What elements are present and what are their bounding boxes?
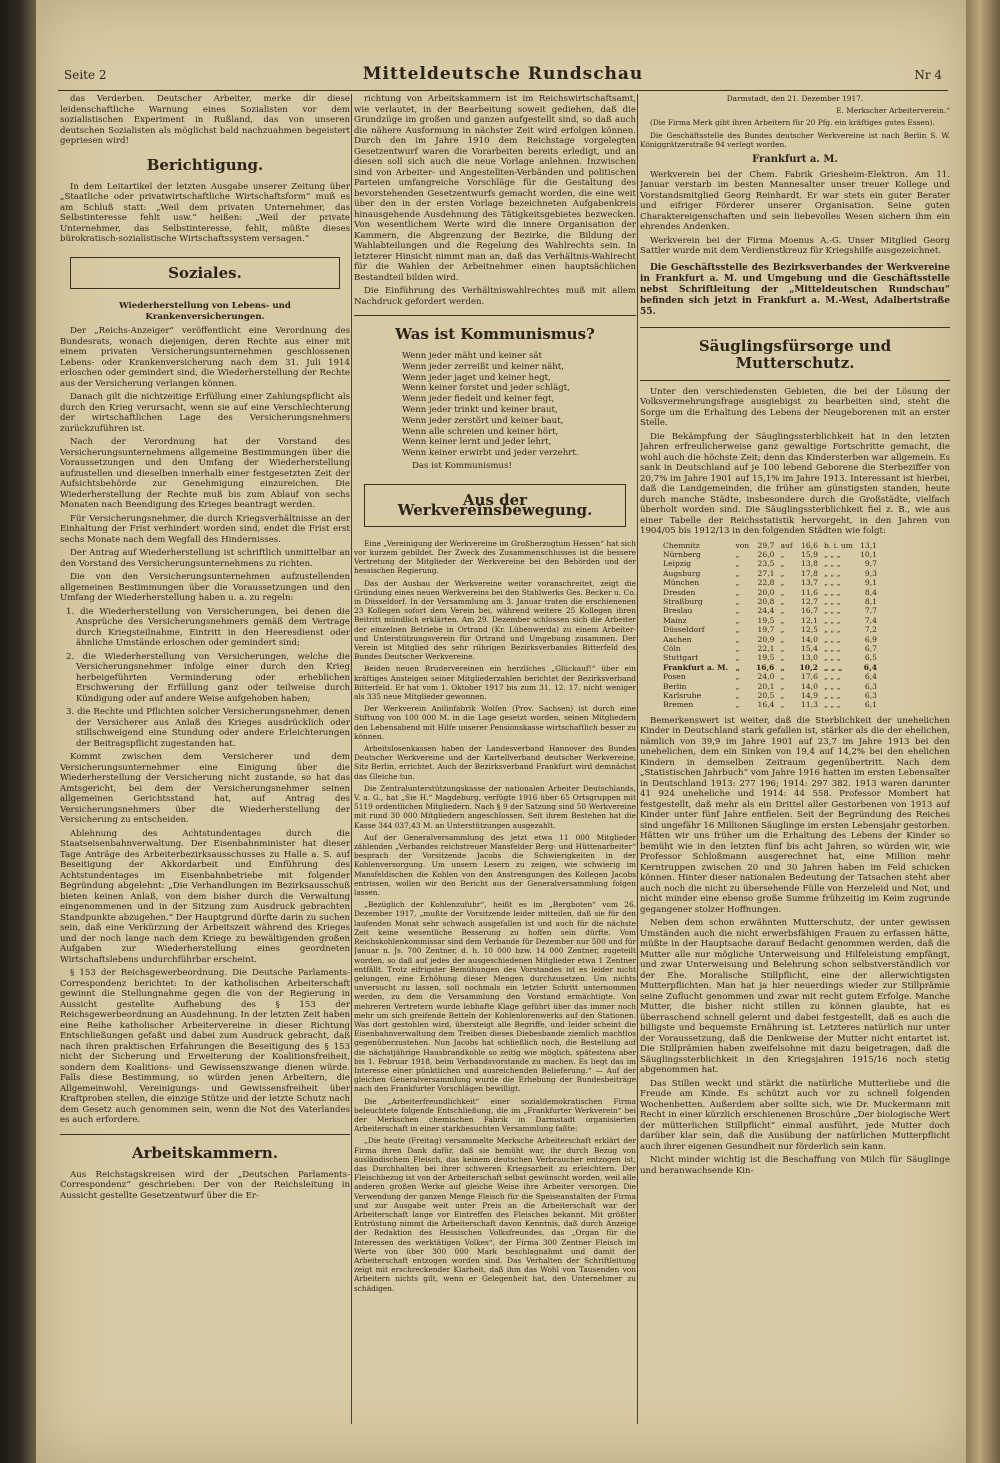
table-cell: „ „ „ [823,587,841,597]
table-cell: 22,8 [757,578,775,588]
poem-ending: Das ist Kommunismus! [412,460,512,471]
table-cell: 9,3 [864,568,877,578]
article-text: Aus Reichstagskreisen wird der „Deutschen Parlaments-Correspondenz“ geschrieben: Der von der Reichsleitung in Aussicht gestellte Gesetzentwurf über die Er- [60,1169,350,1201]
table-cell: 13,7 [801,578,818,588]
table-cell: 20,5 [757,691,775,701]
table-cell: 19,7 [757,625,775,635]
table-row [660,682,880,691]
column-rule [351,94,352,1424]
table-cell: 11,3 [801,700,818,710]
table-cell: 16,6 [755,662,775,672]
heading-frankfurt: Frankfurt a. M. [752,154,838,166]
table-cell: „ „ „ [823,568,841,578]
table-cell: „ [735,615,740,625]
table-cell: 8,1 [864,596,877,606]
table-cell: „ „ „ [823,691,841,701]
table-cell: „ [735,587,740,597]
list-item: 3. die Rechte und Pflichten solcher Versicherungsnehmer, denen der Versicherer aus Anlaß des Krieges ausdrücklich oder stillschweigend eine Stundung oder andere Erleichterungen der Beitragspflicht zugestanden hat. [66,707,350,749]
article-text: Unter den verschiedensten Gebieten, die bei der Lösung der Volksvermehrungsfrage ausgiebigst zu bearbeiten sind, steht die Sorge um die Erhaltung des Lebens der Neugeborenen mit an erster Stelle. [640,386,950,429]
table-cell: „ „ „ [823,681,841,691]
table-cell: 7,4 [864,615,877,625]
poem-line: Wenn keiner lernt und jeder lehrt, [402,437,552,448]
table-row [660,644,880,653]
article-text: (Die Firma Merk gibt ihren Arbeitern für 20 Pfg. ein kräftiges gutes Essen). [650,118,935,128]
table-cell: 13,0 [801,653,818,663]
table-cell: „ „ „ [823,634,841,644]
table-cell: „ [735,578,740,588]
article-text: „Bezüglich der Kohlenzufuhr“, heißt es im „Bergboten“ vom 26. Dezember 1917, „mußte der Vorsitzende leider mitteilen, daß sie für den laufenden Monat sehr schwach ausgefallen ist und auch für die nächste Zeit keine wesentliche Besserung zu hoffen sein dürfte. Vom Reichskohlenkommissar sind dem Verbande für Dezember nur 500 und für Januar n. Js. 700 Zentner, d. h. 10 000 bzw. 14 000 Zentner, zugeteilt worden, so daß auf jedes der ausgeschiedenen Mitglieder etwa 1 Zentner entfällt. Trotz eifrigster Bemühungen des Vorstandes ist es leider nicht gelungen, eine Erhöhung dieser Mengen durchzusetzen. Um nichts unversucht zu lassen, soll nochmals ein letzter Schritt unternommen werden, zu dem die Versammlung den Vorstand ermächtigte. Von mehreren Vertretern wurde lebhafte Klage geführt über das immer noch mehr um sich greifende Betteln der Kohlenlorenwerks auf den Stationen. Was dort gestohlen wird, übersteigt alle Begriffe, und leider scheint die Eisenbahnverwaltung dem Treiben dieses Diebesbande ziemlich machtlos gegenüberzustehen. Nun Jacobs hat schließlich noch, die Bestellung auf die nächstjährige Hausbrandkohle so zeitig wie möglich, spätestens aber bis 1. Februar 1918, beim Verbandsvorstande zu machen. Es liegt das im Interesse einer pünktlichen und ausreichenden Belieferung.“ — Auf der gleichen Generalversammlung wurde die Erhebung der Bundesbeiträge nach den Frankfurter Vorschlägen bewilligt. [354,900,636,1094]
book-binding [0,0,36,1463]
masthead-title: Mitteldeutsche Rundschau [362,64,644,84]
table-cell: „ [780,653,785,663]
article-text: Werkverein bei der Firma Moenus A.-G. Unser Mitglied Georg Sattler wurde mit dem Verdienstkreuz für Kriegshilfe ausgezeichnet. [640,235,950,257]
list-item: 2. die Wiederherstellung von Versicherungen, welche die Versicherungsnehmer infolge einer durch den Krieg herbeigeführten Verminderung oder erheblichen Erschwerung der Erfüllung ganz oder teilweise durch Kündigung oder auf andere Weise aufgehoben haben; [66,651,350,704]
page-number: Seite 2 [64,68,107,82]
article-text: Für Versicherungsnehmer, die durch Kriegsverhältnisse an der Einhaltung der Frist verhindert worden sind, endet die Frist erst sechs Monate nach dem Wegfall des Hindernisses. [60,513,350,545]
table-cell: „ „ „ [823,672,841,682]
table-cell: „ „ „ [823,559,841,569]
table-cell: „ „ „ [823,596,841,606]
table-cell: 20,8 [757,596,775,606]
table-cell: Bremen [663,700,694,710]
table-cell: 24,0 [757,672,775,682]
table-cell: „ [735,691,740,701]
column-rule [637,94,638,1424]
table-cell: „ [735,672,740,682]
article-text: Das der Ausbau der Werkvereine weiter voranschreitet, zeigt die Gründung eines neuen Werkvereins bei den Stahlwerks Ges. Becker u. Co. in Düsseldorf. In der Versammlung am 3. Januar traten die erschienenen 23 Kollegen sofort dem Verein bei, während weitere 25 Kollegen ihren Beitritt mündlich erklärten. Am 29. Dezember schlossen sich die Arbeiter der einzelnen Betriebe in Ortrand (Kr. Lübenwerda) zu einem Arbeiter- und Unterstützungsverein für Ortrand und Umgebung zusammen. Der Verein ist Mitglied des sehr rührigen Bezirksverbandes Bitterfeld des Bundes Deutscher Werkvereine. [354,578,636,662]
table-cell: Nürnberg [663,549,701,559]
article-text: In dem Leitartikel der letzten Ausgabe unserer Zeitung über „Staatliche oder privatwirtschaftliche Wirtschaftsform“ muß es am Schluß statt: „Weil dem privaten Unternehmer, das Selbstinteresse fehlt usw.“ heißen: „Weil der private Unternehmer, das Selbstinteresse, fehlt, müßte dieses bürokratisch-sozialistische Wirtschaftssystem versagen.“ [60,181,350,244]
table-cell: Breslau [663,606,693,616]
article-text: Die „Arbeiterfreundlichkeit“ einer sozialdemokratischen Firma beleuchtete folgende Entschließung, die im „Frankfurter Werkverein“ bei der Merkschen chemischen Fabrik in Darmstadt organisierten Arbeiterschaft in einer starkbesuchten Versammlung faßte: [354,1096,636,1134]
section-heading-movement: Aus der Werkvereinsbewegung. [364,484,626,527]
table-cell: „ [780,681,785,691]
table-cell: Leipzig [663,559,692,569]
table-row [660,588,880,597]
table-cell: 17,8 [801,568,818,578]
table-cell: 6,5 [864,653,877,663]
table-cell: 22,1 [757,644,775,653]
table-row [660,691,880,700]
table-cell: Cöln [663,644,681,653]
poem-line: Wenn jeder jaget und keiner hegt, [402,372,551,383]
table-cell: 9,7 [864,559,877,569]
table-cell: 24,4 [757,606,775,616]
table-cell: „ „ „ [823,662,843,672]
table-cell: 7,2 [864,625,877,635]
table-cell: „ [735,568,740,578]
article-text: Danach gilt die nichtzeitige Erfüllung einer Zahlungspflicht als durch den Krieg verursacht, wenn sie auf eine Verschlechterung der wirtschaftlichen Lage des Versicherungsnehmers zurückzuführen ist. [60,392,350,434]
table-cell: 27,1 [757,568,775,578]
table-cell: 15,9 [801,549,818,559]
article-text: richtung von Arbeitskammern ist im Reichswirtschaftsamt, wie verlautet, in der Bearbeitung soweit gediehen, daß die Grundzüge im großen und ganzen aufgestellt sind, so daß auch die nähere Ausformung in nächster Zeit wird erfolgen können. Durch den im Jahre 1910 dem Reichstage vorgelegten Gesetzentwurf waren die Vorarbeiten bereits erledigt, und an diesen soll sich auch die neue Vorlage anlehnen. Inzwischen sind von Arbeiter- und Angestellten-Verbänden und politischen Parteien umfangreiche Vorschläge für die Gestaltung des bevorstehenden Gesetzentwurfs gemacht worden, die eine weit über den in der ersten Vorlage bezeichneten Aufgabenkreis hinausgehende Ausdehnung des Tätigkeitsgebietes bezwecken. Von wesentlichem Werte wird die innere Organisation der Kammern, die Abgrenzung der Bezirke, die Bildung der Wahlabteilungen und die Regelung des Wahlrechts sein. In letzterer Hinsicht nimmt man an, daß das Verhältnis-Wahlrecht für die Wahlen der Arbeitnehmer einen hauptsächlichen Bestandteil bilden wird. [354,94,636,283]
heading-communism: Was ist Kommunismus? [395,325,595,343]
table-cell: 6,4 [864,672,877,682]
table-cell: „ „ „ [823,644,841,653]
table-cell: 6,4 [863,662,877,672]
table-row [660,550,880,559]
table-cell: Augsburg [663,568,701,578]
article-text: Die Einführung des Verhältniswahlrechtes muß mit allem Nachdruck gefordert werden. [354,286,636,307]
article-text: Arbeitslosenkassen haben der Landesverband Hannover des Bundes Deutscher Werkvereine und der Kartellverband deutscher Werkvereine, Sitz Berlin, errichtet. Auch der Bezirksverband Frankfurt wird demnächst das Gleiche tun. [354,744,636,781]
table-cell: Straßburg [663,596,703,606]
table-cell: „ [735,662,740,672]
table-cell: 14,9 [801,691,818,701]
table-cell: „ [735,596,740,606]
table-cell: „ [780,634,785,644]
table-cell: „ [735,634,740,644]
article-text: Der Werkverein Anilinfabrik Wolfen (Prov. Sachsen) ist durch eine Stiftung von 100 000 M. in die Lage gesetzt worden, seinen Mitgliedern den Lebensabend mit Hilfe unserer Pensionskasse wirtschaftlich besser zu können. [354,704,636,741]
table-cell: von [735,540,750,550]
table-cell: „ [735,625,740,635]
table-cell: 14,0 [801,634,818,644]
table-cell: 7,7 [864,606,877,616]
article-text: Der Antrag auf Wiederherstellung ist schriftlich unmittelbar an den Vorstand des Versicherungsunternehmens zu richten. [60,548,350,569]
table-cell: 13,1 [860,540,877,550]
table-cell: „ [780,606,785,616]
table-row [660,653,880,662]
article-text: Das Stillen weckt und stärkt die natürliche Mutterliebe und die Freude am Kinde. Es schützt auch vor zu schnell folgenden Wochenbetten. Außerdem aber sollte sich, wie Dr. Muckermann mit Recht in einer kürzlich erschienenen Broschüre „Der biologische Wert der mütterlichen Stillpflicht“ einmal ausführt, jede Mutter doch darüber klar sein, daß die Ausübung der natürlichen Mutterpflicht auch ihrer eigenen Gesundheit nur förderlich sein kann. [640,1078,950,1152]
table-cell: 26,0 [757,549,775,559]
article-text: Kommt zwischen dem Versicherer und dem Versicherungsunternehmer eine Einigung über die Wiederherstellung der Versicherung nicht zustande, so hat das Amtsgericht, bei dem der Versicherungsnehmer seinen allgemeinen Gerichtsstand hat, auf Antrag des Versicherungsnehmers über die Wiederherstellung der Versicherung zu entscheiden. [60,752,350,825]
table-cell: 6,1 [864,700,877,710]
article-text: Nach der Verordnung hat der Vorstand des Versicherungsunternehmens allgemeine Bestimmungen über die Voraussetzungen und den Umfang der Wiederherstellung aufzustellen und dieselben innerhalb einer festgesetzten Zeit der Aufsichtsbehörde zur Genehmigung einzureichen. Die Wiederherstellung der Rechte muß bis zum Ablauf von sechs Monaten nach Beendigung des Krieges beantragt werden. [60,437,350,510]
table-cell: „ [780,615,785,625]
column-3 [640,94,950,1424]
table-cell: „ [780,587,785,597]
table-cell: 6,3 [864,691,877,701]
table-cell: Aachen [663,634,692,644]
article-text: Auf der Generalversammlung des jetzt etwa 11 000 Mitglieder zählenden „Verbandes reichstreuer Mansfelder Berg- und Hüttenarbeiter“ besprach der Vorsitzende Jacobs die Schwierigkeiten in der Kohlenversorgung. Um unsern Lesern zu zeigen, wie schwierig im Mansfeldischen die Kohlen von den Anstrengungen des Kollegen Jacobs entrissen, wollen wir den Bericht aus der Generalversammlung folgen lassen. [354,832,636,898]
mortality-table [660,541,880,710]
poem-line: Wenn keiner forstet und jeder schlägt, [402,383,570,394]
article-text: Werkverein bei der Chem. Fabrik Griesheim-Elektron. Am 11. Januar verstarb im besten Mannesalter unser treuer Kollege und Vorstandsmitglied Georg Reinhardt. Er war stets ein guter Berater und eifriger Förderer unserer Organisation. Seine guten Charaktereigenschaften und sein liebevolles Wesen sichern ihm ein ehrendes Andenken. [640,169,950,233]
article-text: Neben dem schon erwähnten Mutterschutz, der unter gewissen Umständen auch die nicht erwerbsfähigen Frauen zu erfassen hätte, müßte in der Hauptsache darauf Bedacht genommen werden, daß die Mutter alle nur mögliche Unterweisung und Hilfeleistung empfängt, und zwar Unterweisung und Belehrung schon selbstverständlich vor der Ehe. Moralische Stillpflicht, eine der allerwichtigsten Mutterpflichten. Man hat ja hier neuerdings wieder zur Stillprämie seine Zuflucht genommen und zwar mit recht gutem Erfolge. Manche Mutter, die bisher nicht stillen zu können glaubte, hat es überraschend schnell gelernt und dabei festgestellt, daß es auch die billigste und bequemste Ernährung ist. Letzteres natürlich nur unter der Voraussetzung, daß die Denkweise der Mutter nicht entartet ist. Die Stillprämien haben zweifelsohne mit dazu beigetragen, daß die Säuglingssterblichkeit in den Kriegsjahren 1915/16 noch stetig abgenommen hat. [640,918,950,1076]
table-cell: 23,5 [757,559,775,569]
table-row [660,700,880,709]
table-cell: „ „ „ [823,606,841,616]
table-cell: „ [735,700,740,710]
table-cell: 12,7 [801,596,818,606]
table-cell: 12,1 [801,615,818,625]
table-cell: Karlsruhe [663,691,702,701]
table-cell: „ [780,644,785,653]
table-cell: „ [735,644,740,653]
table-cell: 19,5 [757,653,775,663]
table-cell: „ [780,672,785,682]
table-cell: b. i. um [823,540,853,550]
table-cell: auf [780,540,793,550]
list-item: 1. die Wiederherstellung von Versicherungen, bei denen die Ansprüche des Versicherungsnehmers gemäß dem Vertrage durch Kriegsteilnahme, Eintritt in den Heeresdienst oder ähnliche Umstände erloschen oder gemindert sind; [66,606,350,648]
page-edge [966,0,1000,1463]
table-row [660,597,880,606]
table-cell: 6,9 [864,634,877,644]
table-row [660,616,880,625]
heading-infant-care: Säuglingsfürsorge und Mutterschutz. [698,336,892,372]
table-cell: „ [780,549,785,559]
table-row [660,559,880,568]
table-cell: 8,4 [864,587,877,597]
table-cell: 16,6 [801,540,818,550]
table-cell: 16,7 [801,606,818,616]
table-cell: 14,0 [801,681,818,691]
table-cell: Berlin [663,681,687,691]
table-cell: „ „ „ [823,549,841,559]
heading-correction: Berichtigung. [146,155,264,174]
table-cell: 13,8 [801,559,818,569]
table-row [660,625,880,634]
section-heading-social: Soziales. [70,257,340,290]
dateline: Darmstadt, den 21. Dezember 1917. [726,94,864,103]
table-cell: Posen [663,672,686,682]
table-cell: 19,5 [757,615,775,625]
darmstadt-note [640,94,950,149]
table-cell: „ „ „ [823,578,841,588]
divider [640,327,950,328]
table-cell: „ [780,596,785,606]
article-text: Beiden neuen Brudervereinen ein herzliches „Glückauf!“ über ein kräftiges Ansteigen seiner Mitgliederzahlen berichtet der Bezirksverband Bitterfeld. Er hat vom 1. Oktober 1917 bis zum 31. 12. 17. nicht weniger als 335 neue Mitglieder gewonnen. [354,664,636,702]
table-cell: 20,0 [757,587,775,597]
table-cell: 11,6 [801,587,818,597]
table-cell: Chemnitz [663,540,700,550]
table-cell: „ [780,700,785,710]
table-cell: „ [780,625,785,635]
table-cell: „ [780,559,785,569]
signature: E. Merkscher Arbeiterverein.“ [836,106,950,116]
table-cell: 16,4 [757,700,775,710]
article-text: „Die heute (Freitag) versammelte Merksche Arbeiterschaft erklärt der Firma ihren Dank dafür, daß sie bemüht war, ihr durch Bezug von ausländischem Fleisch, das keinem deutschen Verbraucher entzogen ist, das Durchhalten bei ihrer schweren Kriegsarbeit zu erleichtern. Der Fleischbezug ist von der Arbeiterschaft selbst gewünscht worden, weil alle anderen großen Werke auf gleiche Weise ihre Arbeiter versorgen. Die Verwendung der ganzen Menge Fleisch für die Speiseanstalten der Firma und zur Ausgabe weit unter Preis an die Arbeiterschaft war der Arbeiterschaft lange vor Eintreffen des Fleisches bekannt. Mit größter Entrüstung nimmt die Arbeiterschaft davon Kenntnis, daß durch Anzeige der Redaktion des Hessischen Volksfreundes, das „Organ für die Interessen des werktätigen Volkes“, der Firma 300 Zentner Fleisch im Werte von über 300 000 Mark beschlagnahmt und damit der Arbeiterschaft entzogen worden sind. Das Verhalten der Schriftleitung zeigt mit erschreckender Klarheit, daß ihm das Wohl von Tausenden von Arbeitern nichts gilt, wenn er Gelegenheit hat, den Unternehmer zu schädigen. [354,1136,636,1293]
article-text: Die von den Versicherungsunternehmen aufzustellenden allgemeinen Bestimmungen über die Voraussetzungen und den Umfang der Wiederherstellung haben u. a. zu regeln: [60,572,350,603]
divider [640,380,950,381]
column-1 [60,94,350,1424]
poem-line: Wenn jeder zerreißt und keiner näht, [402,361,564,372]
article-text: Der „Reichs-Anzeiger“ veröffentlicht eine Verordnung des Bundesrats, wonach diejenigen, deren Rechte aus einer mit einem privaten Versicherungsunternehmen geschlossenen Lebens- oder Krankenversicherung nach dem 31. Juli 1914 erloschen oder gemindert sind, die Wiederherstellung der Rechte aus der Versicherung verlangen können. [60,326,350,389]
table-row [660,569,880,578]
article-text: § 153 der Reichsgewerbeordnung. Die Deutsche Parlaments-Correspondenz berichtet: In der katholischen Arbeiterschaft gewinnt die Stellungnahme gegen die von der Regierung in Aussicht gestellte Aufhebung des § 153 der Reichsgewerbeordnung an Ausdehnung. In der letzten Zeit haben eine Reihe katholischer Arbeitervereine in dieser Richtung Entschließungen gefaßt und dabei zum Ausdruck gebracht, daß nach ihren praktischen Erfahrungen die Beseitigung des § 153 nicht der Sicherung und Erweiterung der Koalitionsfreiheit, sondern dem Koalitions- und Gewissenszwange dienen würde. Falls diese Bestimmung, so würden jenen Arbeitern, die Allgemeinwohl, Vereinigungs- und Gewissensfreiheit über Kraftproben stellen, die einzige Stütze und der letzte Schutz nach dem Gesetz auch genommen sein, wenn die Not des Vaterlandes es auch erfordere. [60,968,350,1125]
article-text: Bemerkenswert ist weiter, daß die Sterblichkeit der unehelichen Kinder in Deutschland stark gefallen ist, stärker als die der ehelichen, nämlich von 39,9 im Jahre 1901 auf 23,7 im Jahre 1913 bei den unehelichen, dem ein Sinken von 19,4 auf 14,2% bei den ehelichen Kindern in demselben Zeitraum gegenübertritt. Nach dem „Statistischen Jahrbuch“ vom Jahre 1916 hatten im ersten Lebensalter in Deutschland 1913: 277 196; 1914: 297 382. 1913 waren darunter 41 924 uneheliche und 1914: 44 558. Professor Mombert hat festgestellt, daß mehr als ein Drittel aller Gestorbenen von 1913 auf Kinder unter fünf Jahre entfielen. Seit der Begründung des Reiches sind ungefähr 16 Millionen Säuglinge im ersten Lebensjahr gestorben. Hätten wir uns früher um die Erhaltung des Lebens der Kinder so bemüht wie in den letzten fünf bis acht Jahren, so würden wir, wie Professor Schloßmann ausgerechnet hat, eine Million mehr Kerntruppen zwischen 20 und 30 Jahren haben im Feld schicken können. Hinter dieser nationalen Bedeutung der Tatsachen steht aber auch noch die nicht zu übersehende Fülle von Herzeleid und Not, und nicht minder eine ebenso große Summe frühzeitig im Keim zugrunde gegangener stolzer Hoffnungen. [640,715,950,915]
divider [354,315,636,316]
table-cell: München [663,578,700,588]
table-cell: 6,7 [864,644,877,653]
poem-line: Wenn jeder fiedelt und keiner fegt, [402,394,555,405]
poem-line: Wenn jeder mäht und keiner sät [402,351,542,361]
table-cell: Frankfurt a. M. [663,662,729,672]
table-cell: „ [780,568,785,578]
table-cell: „ „ „ [823,653,841,663]
table-cell: Mainz [663,615,687,625]
table-cell: „ „ „ [823,615,841,625]
issue-number: Nr 4 [914,68,942,82]
table-cell: Dresden [663,587,696,597]
table-cell: „ [780,662,785,672]
table-cell: „ „ „ [823,625,841,635]
table-cell: 9,1 [864,578,877,588]
newspaper-page [36,0,966,1463]
article-text: Die Bekämpfung der Säuglingssterblichkeit hat in den letzten Jahren erfreulicherweise ganz gewaltige Fortschritte gemacht, die wohl auch die höchste Zeit; denn das Kindersterben war allgemein. Es sank in Deutschland auf je 100 lebend Geborene die Sterbeziffer von 20,7% im Jahre 1901 auf 15,1% im Jahre 1913. Interessant ist hierbei, daß die Landgemeinden, die früher am günstigsten standen, heute durch manche Städte, insbesondere durch die Großstädte, vielfach überholt worden sind. Die Säuglingssterblichkeit fiel z. B., wie aus einer Tabelle der Reichsstatistik hervorgeht, in den Jahren von 1904/05 bis 1912/13 in den folgenden Städten wie folgt: [640,431,950,537]
table-row [660,663,880,672]
table-row [660,635,880,644]
office-notice: Die Geschäftsstelle des Bezirksverbandes der Werkvereine in Frankfurt a. M. und Umgebung und die Geschäftsstelle nebst Schriftleitung der „Mitteldeutschen Rundschau“ befinden sich jetzt in Frankfurt a. M.-West, Adalbertstraße 55. [640,262,950,318]
movement-news [354,539,636,1293]
table-cell: Stuttgart [663,653,699,663]
poem-line: Wenn jeder trinkt und keiner braut, [402,404,558,415]
table-cell: 29,7 [757,540,775,550]
table-row [660,578,880,587]
poem [354,351,636,472]
table-cell: „ [735,549,740,559]
subheading-restore: Wiederherstellung von Lebens- und Krankenversicherungen. [119,301,291,322]
article-text: Nicht minder wichtig ist die Beschaffung von Milch für Säuglinge und heranwachsende Kin- [640,1155,950,1176]
table-cell: 15,4 [801,644,818,653]
table-cell: 10,2 [799,662,818,672]
table-cell: „ [735,559,740,569]
article-text: Ablehnung des Achtstundentages durch die Staatseisenbahnverwaltung. Der Eisenbahnminister hat dieser Tage Anträge des Arbeiterbezirksausschusses zu Halle a. S. auf Beseitigung der Akkordarbeit und Einführung des Achtstundentages im Eisenbahnbetriebe mit folgender Begründung abgelehnt: „Die Verhandlungen im Bezirksausschuß bieten keinen Anlaß, von dem bisher durch die Verwaltung eingenommenen und in der Sitzung zum Ausdruck gebrachten Standpunkte abzugehen.“ Der Hauptgrund dürfte darin zu suchen sein, daß eine Verkürzung der Arbeitszeit während des Krieges und der noch lange nach dem Kriege zu bewältigenden großen Aufgaben zur Wiederherstellung eines geordneten Wirtschaftslebens undurchführbar erscheint. [60,828,350,965]
table-row [660,672,880,681]
heading-chambers: Arbeitskammern. [131,1143,279,1162]
poem-line: Wenn alle schreien und keiner hört, [402,426,559,437]
article-text: Die Zentralunterstützungskasse der nationalen Arbeiter Deutschlands, V. a. G., hat „Sie H.“ Magdeburg, verfügte 1916 über 65 Ortsgruppen mit 5119 ordentlichen Mitgliedern. Nach § 9 der Satzung sind 50 Werkvereine mit rund 30 000 Mitgliedern angeschlossen. Seit ihrem Bestehen hat die Kasse 344 037,43 M. an Unterstützungen ausgezahlt. [354,783,636,830]
table-row [660,541,880,550]
table-cell: „ [780,578,785,588]
table-cell: „ „ „ [823,700,841,710]
table-cell: 6,3 [864,681,877,691]
table-cell: 20,9 [757,634,775,644]
table-cell: 20,1 [757,681,775,691]
table-cell: 10,1 [860,549,877,559]
article-text: Eine „Vereinigung der Werkvereine im Großherzogtum Hessen“ hat sich vor kurzem gebildet. Der Zweck des Zusammenschlusses ist die bessere Vertretung der Mitglieder der Werkvereine bei den Behörden und der hessischen Regierung. [354,538,636,576]
article-text: Die Geschäftsstelle des Bundes deutscher Werkvereine ist nach Berlin S. W. Königgrätzerstraße 94 verlegt worden. [640,130,950,149]
poem-line: Wenn keiner erwirbt und jeder verzehrt. [402,448,579,459]
page-header [58,62,948,91]
table-cell: „ [780,691,785,701]
column-2 [354,94,636,1424]
table-row [660,606,880,615]
table-cell: 17,6 [801,672,818,682]
table-cell: 12,5 [801,625,818,635]
article-text: das Verderben. Deutscher Arbeiter, merke dir diese leidenschaftliche Warnung eines Sozialisten vor dem sozialistischen Experiment in Rußland, das von unseren deutschen Sozialisten als möglichst bald nachzuahmen begeistert gepriesen wird! [60,94,350,146]
table-cell: Düsseldorf [663,625,705,635]
table-cell: „ [735,681,740,691]
table-cell: „ [735,606,740,616]
table-cell: „ [735,653,740,663]
poem-line: Wenn jeder zerstört und keiner baut, [402,415,564,426]
divider [60,1134,350,1135]
